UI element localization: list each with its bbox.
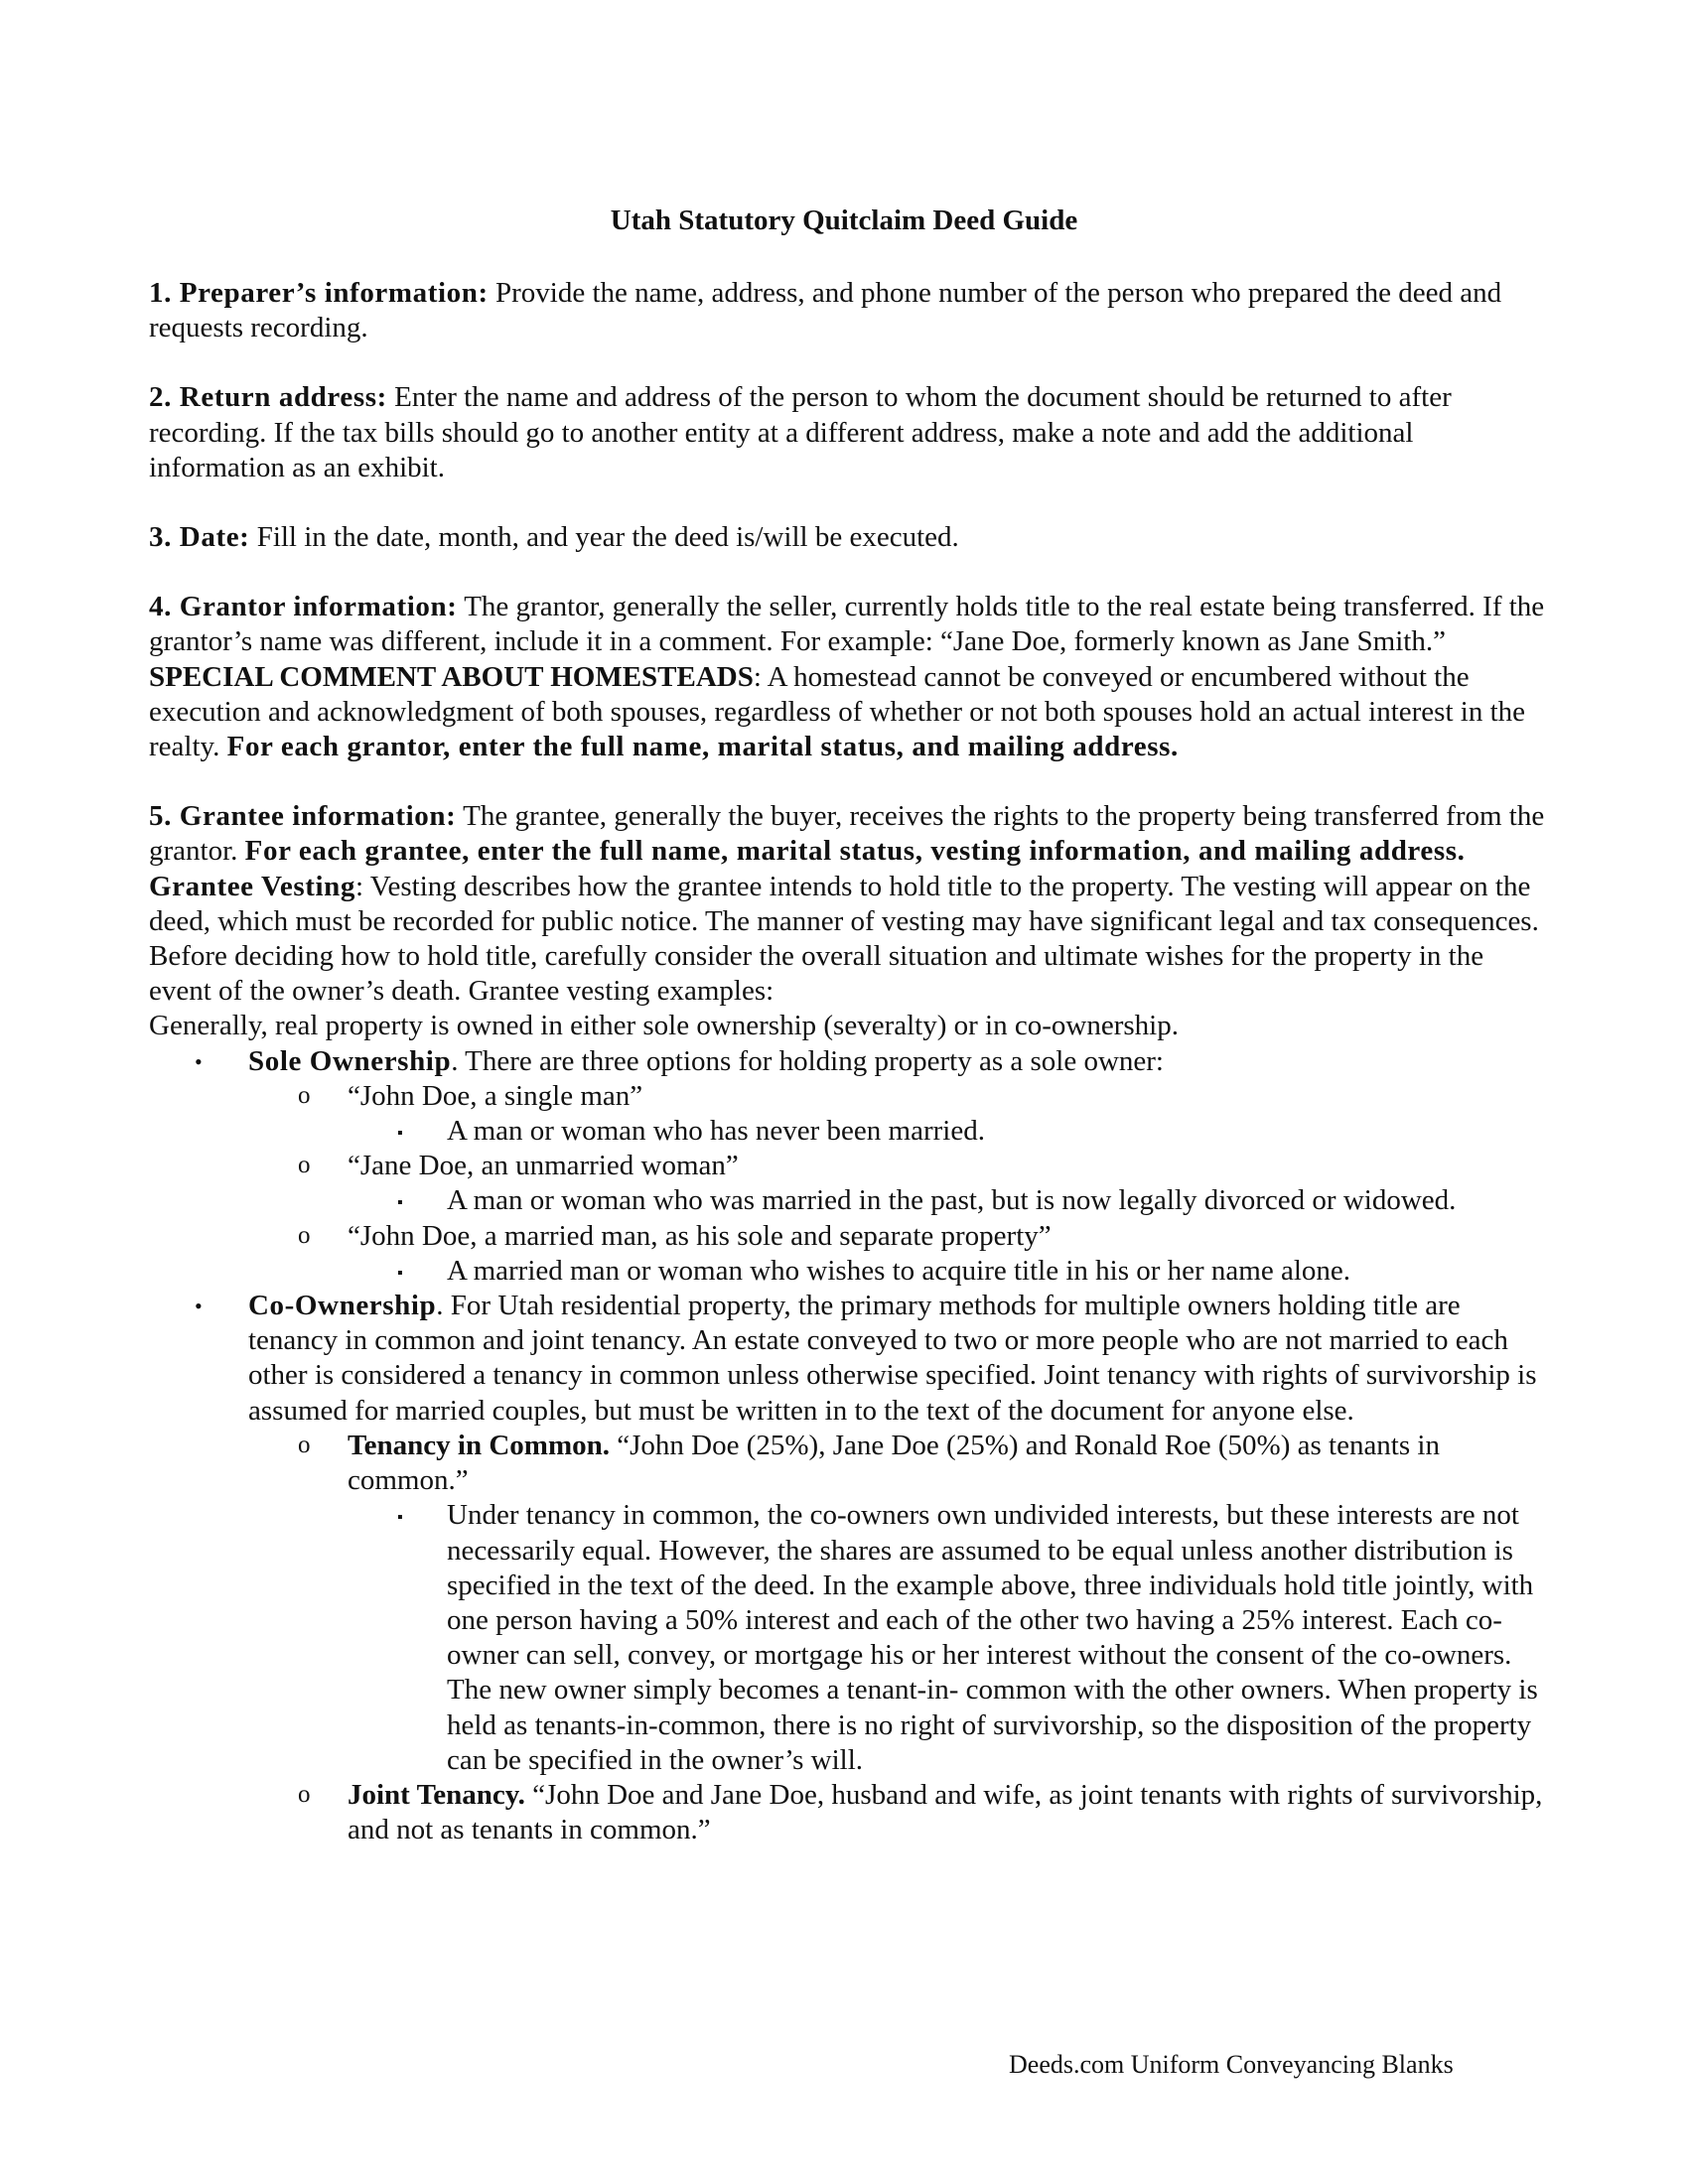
tenancy-in-common-label: Tenancy in Common. — [348, 1429, 611, 1461]
joint-tenancy-example: “John Doe and Jane Doe, husband and wife, as joint tenants with rights of survivorship, and not as tenants in common.” — [348, 1778, 1543, 1846]
tenancy-in-common-note: Under tenancy in common, the co-owners own undivided interests, but these interests are not necessarily equal. However, the shares are assumed to be equal unless another distribution is specified in the text of the deed. In the example above, three individuals hold title jointly, with one person having a 50% interest and each of the other two having a 25% interest. Each co-owner can sell, convey, or mortgage his or her interest without the consent of the co-owners. The new owner simply becomes a tenant-in- common with the other owners. When property is held as tenants-in-common, there is no right of survivorship, so the disposition of the property can be specified in the owner’s will. — [447, 1499, 1538, 1776]
vesting-example: “Jane Doe, an unmarried woman” — [348, 1150, 739, 1182]
square-bullet-icon: ▪ — [397, 1509, 403, 1527]
section-grantee — [149, 799, 1549, 1847]
section-paragraph — [149, 380, 1549, 485]
sole-ownership-label: Sole Ownership — [248, 1044, 452, 1077]
square-bullet-icon: ▪ — [397, 1264, 403, 1282]
ownership-list — [149, 1044, 1549, 1848]
joint-tenancy-label: Joint Tenancy. — [348, 1778, 525, 1811]
section-paragraph — [149, 590, 1549, 764]
section-return-address — [149, 380, 1549, 485]
vesting-paragraph — [149, 870, 1549, 1010]
circle-bullet-icon: o — [298, 1780, 311, 1808]
vesting-label: Grantee Vesting — [149, 870, 355, 902]
section-paragraph — [149, 520, 1549, 555]
document-body — [149, 276, 1549, 1847]
page-footer: Deeds.com Uniform Conveyancing Blanks — [1009, 2050, 1454, 2079]
homestead-label: SPECIAL COMMENT ABOUT HOMESTEADS — [149, 660, 754, 693]
section-text: Provide the name, address, and phone number of the person who prepared the deed and requests recording. — [149, 277, 1502, 344]
section-text: The grantee, generally the buyer, receives the rights to the property being transferred from the grantor. — [149, 800, 1545, 868]
list-item-sole-ownership — [149, 1044, 1549, 1079]
list-item-note — [149, 1498, 1549, 1778]
section-preparer — [149, 276, 1549, 345]
section-grantor — [149, 590, 1549, 764]
vesting-intro: Generally, real property is owned in either sole ownership (severalty) or in co-ownership. — [149, 1010, 1179, 1042]
section-label: 4. Grantor information: — [149, 591, 458, 623]
vesting-note: A man or woman who was married in the past, but is now legally divorced or widowed. — [447, 1184, 1457, 1217]
circle-bullet-icon: o — [298, 1431, 311, 1458]
square-bullet-icon: ▪ — [397, 1194, 403, 1212]
circle-bullet-icon: o — [298, 1152, 311, 1179]
section-label: 1. Preparer’s information: — [149, 277, 489, 309]
vesting-text: : Vesting describes how the grantee intends to hold title to the property. The vesting will appear on the deed, which must be recorded for public notice. The manner of vesting may have significant legal and tax consequences. Before deciding how to hold title, carefully consider the overall situation and ultimate wishes for the property in the event of the owner’s death. Grantee vesting examples: — [149, 870, 1539, 1008]
vesting-example: “John Doe, a married man, as his sole and separate property” — [348, 1219, 1052, 1252]
sole-ownership-text: . There are three options for holding property as a sole owner: — [451, 1044, 1164, 1077]
section-paragraph — [149, 276, 1549, 345]
list-item-note — [149, 1183, 1549, 1218]
list-item-note — [149, 1254, 1549, 1289]
page-title: Utah Statutory Quitclaim Deed Guide — [610, 205, 1078, 236]
grantor-instruction: For each grantor, enter the full name, marital status, and mailing address. — [226, 731, 1179, 763]
bullet-icon: • — [195, 1294, 203, 1319]
bullet-icon: • — [195, 1048, 203, 1074]
list-item-joint-tenancy — [149, 1778, 1549, 1847]
homestead-text: : A homestead cannot be conveyed or encumbered without the execution and acknowledgment of both spouses, regardless of whether or not both spouses hold an actual interest in the realty. — [149, 660, 1526, 763]
section-label: 3. Date: — [149, 521, 250, 554]
section-date — [149, 520, 1549, 555]
section-text: Enter the name and address of the person to whom the document should be returned to after recording. If the tax bills should go to another entity at a different address, make a note and add the additional information as an exhibit. — [149, 381, 1452, 483]
tenancy-in-common-example: “John Doe (25%), Jane Doe (25%) and Ronald Roe (50%) as tenants in common.” — [348, 1429, 1440, 1497]
vesting-note: A man or woman who has never been married. — [447, 1115, 985, 1148]
square-bullet-icon: ▪ — [397, 1125, 403, 1143]
list-item-tenancy-in-common — [149, 1429, 1549, 1498]
list-item-note — [149, 1114, 1549, 1149]
section-label: 5. Grantee information: — [149, 800, 457, 833]
list-item-example — [149, 1219, 1549, 1254]
circle-bullet-icon: o — [298, 1221, 311, 1249]
circle-bullet-icon: o — [298, 1081, 311, 1109]
vesting-example: “John Doe, a single man” — [348, 1079, 643, 1112]
section-paragraph — [149, 799, 1549, 869]
list-item-example — [149, 1149, 1549, 1183]
co-ownership-label: Co-Ownership — [248, 1290, 437, 1322]
grantee-instruction: For each grantee, enter the full name, marital status, vesting information, and mailing address. — [244, 835, 1466, 868]
section-text: Fill in the date, month, and year the deed is/will be executed. — [249, 521, 959, 554]
vesting-note: A married man or woman who wishes to acquire title in his or her name alone. — [447, 1254, 1351, 1287]
section-text: The grantor, generally the seller, currently holds title to the real estate being transferred. If the grantor’s name was different, include it in a comment. For example: “Jane Doe, formerly known as Jane Smith.” — [149, 591, 1545, 658]
section-label: 2. Return address: — [149, 381, 387, 414]
list-item-example — [149, 1079, 1549, 1114]
list-item-co-ownership — [149, 1289, 1549, 1429]
co-ownership-text: . For Utah residential property, the primary methods for multiple owners holding title are tenancy in common and joint tenancy. An estate conveyed to two or more people who are not married to each other is considered a tenancy in common unless otherwise specified. Joint tenancy with rights of survivorship is assumed for married couples, but must be written in to the text of the document for anyone else. — [248, 1290, 1537, 1427]
